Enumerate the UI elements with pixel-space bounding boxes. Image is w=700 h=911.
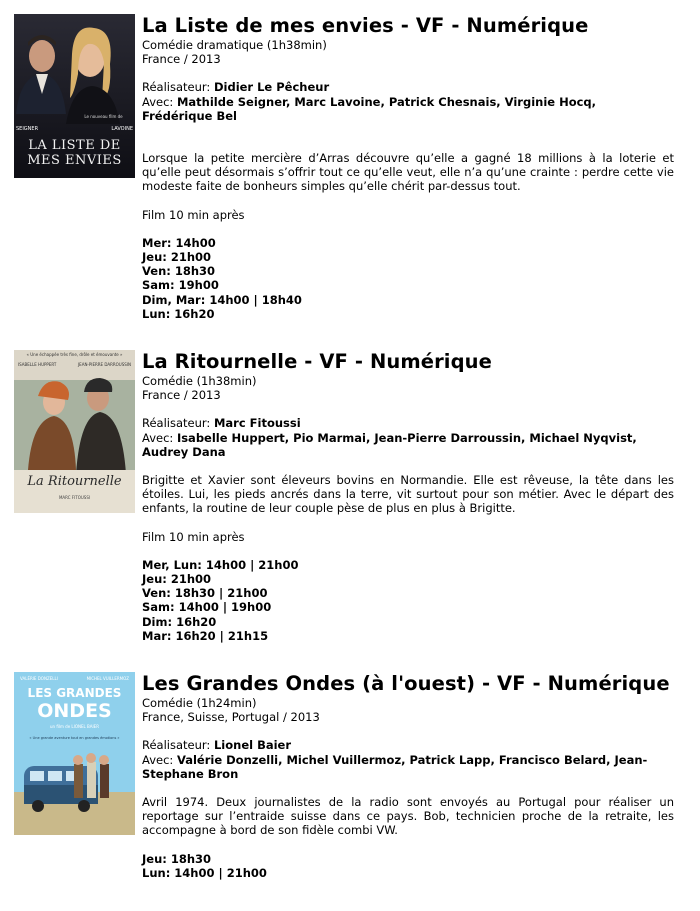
film-title[interactable]: Les Grandes Ondes (à l'ouest) - VF - Numérique <box>142 672 670 695</box>
film-cast-row-2: Stephane Bron <box>142 766 239 781</box>
cast-names: Mathilde Seigner, Marc Lavoine, Patrick Chesnais, Virginie Hocq, <box>176 94 597 109</box>
showtimes <box>142 558 674 643</box>
movie-poster-3[interactable] <box>14 672 135 835</box>
spacer <box>142 194 674 208</box>
film-info-1 <box>142 14 674 321</box>
poster-name-left: ISABELLE HUPPERT <box>18 362 57 367</box>
cast-label: Avec: <box>142 430 177 445</box>
film-info-2 <box>142 350 674 643</box>
poster-top-text: Le nouveau film de <box>84 114 123 119</box>
showtime-row: Jeu: 21h00 <box>142 572 212 587</box>
film-director-row <box>142 738 674 752</box>
spacer <box>142 222 674 236</box>
spacer <box>142 123 674 151</box>
film-genre: Comédie (1h38min) <box>142 374 257 388</box>
film-synopsis: Avril 1974. Deux journalistes de la radio sont envoyés au Portugal pour réaliser un reportage sur l’entraide suisse dans ce pays. Bob, technicien proche de la retraite, les accompagne à bord de son fidèle combi VW. <box>142 795 674 838</box>
film-director-row <box>142 416 674 430</box>
poster-name-right: JEAN-PIERRE DARROUSSIN <box>78 362 131 367</box>
spacer <box>142 544 674 558</box>
film-note: Film 10 min après <box>142 529 245 544</box>
poster-name-right: LAVOINE <box>111 126 133 132</box>
film-info-3 <box>142 672 674 880</box>
showtime-row: Lun: 14h00 | 21h00 <box>142 865 267 880</box>
film-genre: Comédie (1h24min) <box>142 696 257 710</box>
director-name: Marc Fitoussi <box>213 416 301 431</box>
film-listing-1 <box>14 14 674 324</box>
movie-poster-1[interactable] <box>14 14 135 178</box>
showtime-row: Mer: 14h00 <box>142 235 216 250</box>
film-cast-row-2: Audrey Dana <box>142 444 226 459</box>
director-label: Réalisateur: <box>142 416 214 431</box>
showtime-row: Jeu: 18h30 <box>142 851 212 866</box>
showtimes <box>142 852 674 880</box>
poster-name-left: VALÉRIE DONZELLI <box>20 676 58 681</box>
film-synopsis: Lorsque la petite mercière d’Arras découvre qu’elle a gagné 18 millions à la loterie et qu’elle peut désormais s’offrir tout ce qu’elle veut, elle n’a qu’une crainte : perdre cette vie modeste faite de bonheurs simples qu’elle chérit par-dessus tout. <box>142 151 674 194</box>
film-cast-row <box>142 753 674 767</box>
spacer <box>142 724 674 738</box>
poster-title-line1: LES GRANDES <box>27 686 122 700</box>
spacer <box>142 402 674 416</box>
showtime-row: Dim, Mar: 14h00 | 18h40 <box>142 292 302 307</box>
showtime-row: Ven: 18h30 <box>142 264 216 279</box>
film-cast-row <box>142 95 674 109</box>
poster-top-text: « Une échappée très fine, drôle et émouvante » <box>26 352 123 357</box>
poster-title-line2: MARC FITOUSSI <box>58 495 91 500</box>
cast-label: Avec: <box>142 752 177 767</box>
showtimes <box>142 236 674 321</box>
showtime-row: Ven: 18h30 | 21h00 <box>142 586 268 601</box>
poster-subtitle: un film de LIONEL BAIER <box>50 724 99 729</box>
film-director-row <box>142 80 674 94</box>
showtime-row: Lun: 16h20 <box>142 306 215 321</box>
showtime-row: Jeu: 21h00 <box>142 250 212 265</box>
cast-label: Avec: <box>142 94 177 109</box>
film-genre: Comédie dramatique (1h38min) <box>142 38 327 52</box>
spacer <box>142 781 674 795</box>
film-cast-row-2: Frédérique Bel <box>142 108 237 123</box>
spacer <box>142 516 674 530</box>
poster-title-line1: La Ritournelle <box>27 474 122 489</box>
cast-names: Valérie Donzelli, Michel Vuillermoz, Patrick Lapp, Francisco Belard, Jean- <box>176 752 648 767</box>
cast-names: Isabelle Huppert, Pio Marmai, Jean-Pierre Darroussin, Michael Nyqvist, <box>176 430 637 445</box>
spacer <box>142 838 674 852</box>
spacer <box>142 459 674 473</box>
director-label: Réalisateur: <box>142 80 214 95</box>
showtime-row: Sam: 14h00 | 19h00 <box>142 600 272 615</box>
poster-title-line1: LA LISTE DE <box>28 138 121 153</box>
film-country: France / 2013 <box>142 388 221 403</box>
poster-name-left: SEIGNER <box>16 126 39 132</box>
film-listing-3 <box>14 672 674 892</box>
poster-title-line2: MES ENVIES <box>27 153 122 168</box>
poster-title-line2: ONDES <box>37 700 112 722</box>
spacer <box>142 66 674 80</box>
director-name: Lionel Baier <box>213 738 292 753</box>
showtime-row: Dim: 16h20 <box>142 614 217 629</box>
film-synopsis: Brigitte et Xavier sont éleveurs bovins en Normandie. Elle est rêveuse, la tête dans les étoiles. Lui, les pieds ancrés dans la terre, vit surtout pour son métier. Avec le départ des enfants, la routine de leur couple pèse de plus en plus à Brigitte. <box>142 473 674 516</box>
director-name: Didier Le Pêcheur <box>213 80 330 95</box>
film-title[interactable]: La Ritournelle - VF - Numérique <box>142 350 492 373</box>
film-cast-row <box>142 431 674 445</box>
poster-tagline: « Une grande aventure tout en grandes émotions » <box>29 736 120 740</box>
film-country: France, Suisse, Portugal / 2013 <box>142 710 320 725</box>
movie-poster-2[interactable] <box>14 350 135 513</box>
film-listing-2 <box>14 350 674 650</box>
showtime-row: Sam: 19h00 <box>142 278 219 293</box>
showtime-row: Mar: 16h20 | 21h15 <box>142 628 269 643</box>
poster-name-right: MICHEL VUILLERMOZ <box>86 676 129 681</box>
film-title[interactable]: La Liste de mes envies - VF - Numérique <box>142 14 589 37</box>
showtime-row: Mer, Lun: 14h00 | 21h00 <box>142 557 299 572</box>
director-label: Réalisateur: <box>142 738 214 753</box>
film-note: Film 10 min après <box>142 207 245 222</box>
film-country: France / 2013 <box>142 52 221 67</box>
